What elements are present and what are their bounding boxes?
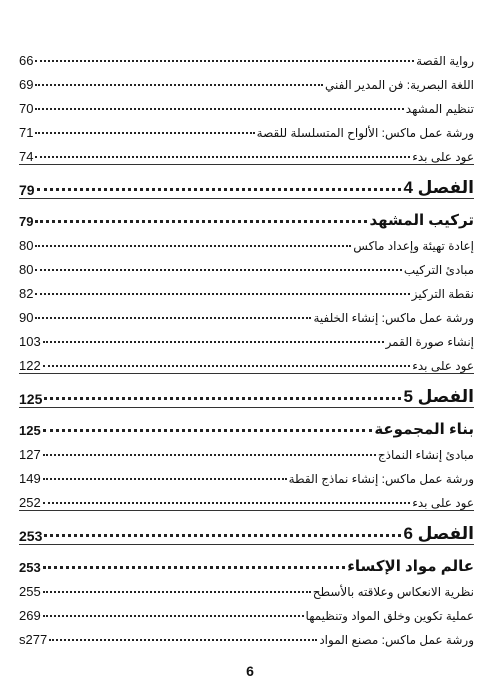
toc-item-row xyxy=(19,301,474,325)
toc-entry-page: 252 xyxy=(19,495,41,510)
dot-leader xyxy=(43,365,411,367)
dot-leader xyxy=(43,341,384,343)
dot-leader xyxy=(49,639,317,641)
toc-item-row xyxy=(19,438,474,462)
toc-entry-page: 253 xyxy=(19,528,43,544)
toc-item-row xyxy=(19,277,474,301)
dot-leader xyxy=(43,454,376,456)
toc-item-row xyxy=(19,349,474,373)
toc-item-row xyxy=(19,623,474,647)
toc-entry-page: 125 xyxy=(19,391,43,407)
toc-entry-page: s277 xyxy=(19,632,48,647)
toc-entry-title: الفصل 6 xyxy=(403,524,474,543)
dot-leader xyxy=(44,534,401,537)
dot-leader xyxy=(44,397,401,400)
toc-entry-page: 69 xyxy=(19,77,34,92)
toc-item-row xyxy=(19,116,474,140)
dot-leader xyxy=(35,245,351,247)
toc-chapter-row xyxy=(19,165,474,198)
dot-leader xyxy=(43,566,346,569)
dot-leader xyxy=(35,317,311,319)
toc-section-row xyxy=(19,545,474,575)
toc-entry-title: تركيب المشهد xyxy=(369,212,474,229)
toc-item-row xyxy=(19,575,474,599)
toc-entry-title: الفصل 4 xyxy=(403,178,474,197)
toc-entry-page: 71 xyxy=(19,125,34,140)
toc-entry-title: عملية تكوين وخلق المواد وتنظيمها xyxy=(305,609,474,623)
toc-entry-title: بناء المجموعة xyxy=(374,421,474,438)
toc-entry-title: عود على بدء xyxy=(412,359,474,373)
toc-entry-title: نظرية الانعكاس وعلاقته بالأسطح xyxy=(312,585,474,599)
toc-entry-page: 79 xyxy=(19,214,34,229)
toc-entry-title: تنظيم المشهد xyxy=(405,102,474,116)
dot-leader xyxy=(43,429,373,432)
toc-entry-title: مبادئ إنشاء النماذج xyxy=(377,448,474,462)
toc-entry-title: مبادئ التركيب xyxy=(403,263,474,277)
toc-entry-title: إعادة تهيئة وإعداد ماكس xyxy=(353,239,474,253)
toc-entry-title: عود على بدء xyxy=(412,496,474,510)
toc-entry-title: رواية القصة xyxy=(416,54,474,68)
toc-item-row xyxy=(19,599,474,623)
dot-leader xyxy=(43,502,411,504)
dot-leader xyxy=(43,615,304,617)
toc-entry-title: ورشة عمل ماكس: مصنع المواد xyxy=(319,633,474,647)
toc-entry-title: عود على بدء xyxy=(412,150,474,164)
toc-entry-page: 269 xyxy=(19,608,41,623)
toc-item-row xyxy=(19,325,474,349)
toc-entry-page: 255 xyxy=(19,584,41,599)
toc-entry-page: 80 xyxy=(19,238,34,253)
toc-item-row xyxy=(19,44,474,68)
toc-entry-page: 74 xyxy=(19,149,34,164)
toc-item-row xyxy=(19,92,474,116)
toc-entry-title: نقطة التركيز xyxy=(411,287,474,301)
toc-entry-title: عالم مواد الإكساء xyxy=(347,558,474,575)
dot-leader xyxy=(35,108,403,110)
dot-leader xyxy=(35,269,401,271)
toc-entry-title: الفصل 5 xyxy=(403,387,474,406)
dot-leader xyxy=(35,60,414,62)
dot-leader xyxy=(37,188,402,191)
toc-item-row xyxy=(19,140,474,164)
toc-item-row xyxy=(19,253,474,277)
dot-leader xyxy=(35,156,410,158)
toc-item-row xyxy=(19,68,474,92)
toc-entry-page: 253 xyxy=(19,560,41,575)
toc-entry-title: ورشة عمل ماكس: إنشاء الخلفية xyxy=(313,311,474,325)
toc-chapter-row xyxy=(19,511,474,544)
toc-section-row xyxy=(19,199,474,229)
dot-leader xyxy=(35,220,367,223)
toc-entry-title: ورشة عمل ماكس: إنشاء نماذج القطة xyxy=(288,472,474,486)
dot-leader xyxy=(43,478,287,480)
toc-entry-page: 103 xyxy=(19,334,41,349)
table-of-contents xyxy=(19,44,474,647)
toc-entry-page: 125 xyxy=(19,423,41,438)
toc-entry-page: 122 xyxy=(19,358,41,373)
toc-entry-page: 66 xyxy=(19,53,34,68)
toc-entry-title: ورشة عمل ماكس: الألواح المتسلسلة للقصة xyxy=(256,126,474,140)
dot-leader xyxy=(35,84,323,86)
dot-leader xyxy=(35,293,409,295)
toc-item-row xyxy=(19,229,474,253)
toc-item-row xyxy=(19,486,474,510)
toc-chapter-row xyxy=(19,374,474,407)
toc-entry-page: 82 xyxy=(19,286,34,301)
toc-entry-page: 127 xyxy=(19,447,41,462)
dot-leader xyxy=(35,132,254,134)
toc-item-row xyxy=(19,462,474,486)
toc-entry-title: إنشاء صورة القمر xyxy=(385,335,474,349)
toc-entry-page: 70 xyxy=(19,101,34,116)
dot-leader xyxy=(43,591,311,593)
toc-entry-page: 80 xyxy=(19,262,34,277)
toc-entry-page: 79 xyxy=(19,182,35,198)
toc-entry-page: 149 xyxy=(19,471,41,486)
page-number: 6 xyxy=(246,663,254,679)
toc-entry-page: 90 xyxy=(19,310,34,325)
toc-section-row xyxy=(19,408,474,438)
toc-entry-title: اللغة البصرية: فن المدير الفني xyxy=(324,78,474,92)
